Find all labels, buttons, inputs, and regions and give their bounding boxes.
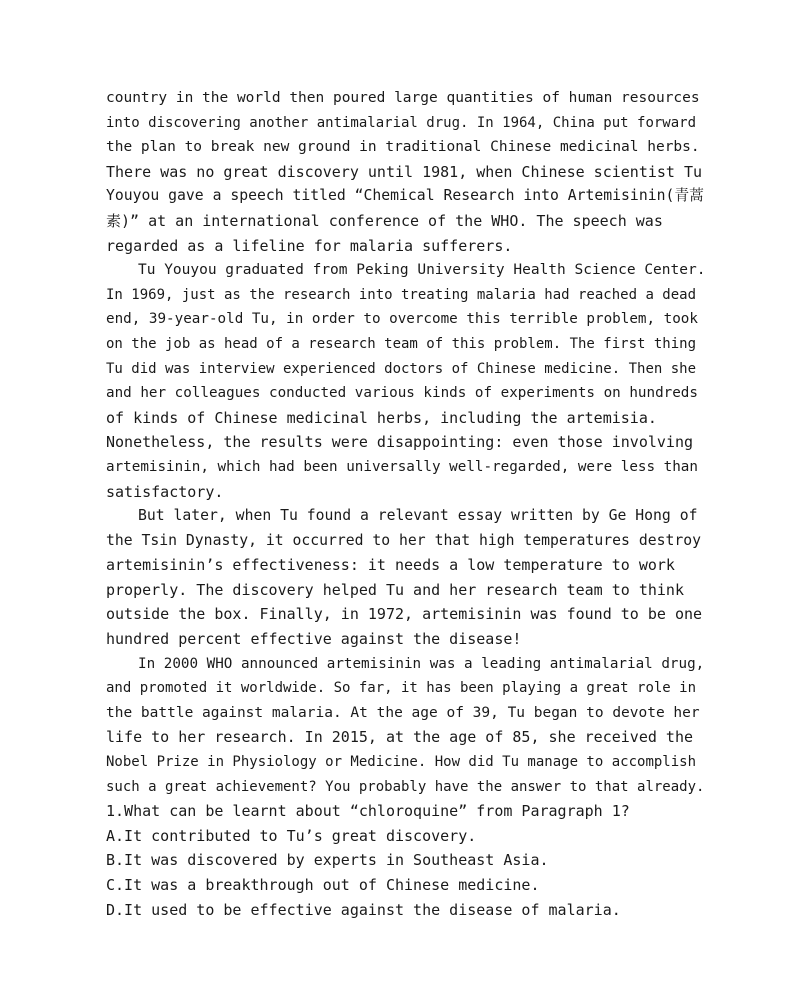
question-1 (106, 799, 706, 922)
text-line: satisfactory. (106, 482, 224, 501)
text-line: outside the box. Finally, in 1972, artemisinin was found to be one (106, 605, 703, 624)
text-line: Tu did was interview experienced doctors of Chinese medicine. Then she (106, 360, 697, 377)
paragraph-3 (106, 504, 706, 652)
text-line: and promoted it worldwide. So far, it has been playing a great role in (106, 680, 697, 697)
text-line: artemisinin’s effectiveness: it needs a low temperature to work (106, 556, 675, 575)
text-line: on the job as head of a research team of this problem. The first thing (106, 335, 697, 352)
text-line: and her colleagues conducted various kinds of experiments on hundreds (106, 385, 698, 402)
text-line: In 1969, just as the research into treating malaria had reached a dead (106, 286, 697, 303)
text-line: the battle against malaria. At the age of 39, Tu began to devote her (106, 704, 700, 721)
text-line: of kinds of Chinese medicinal herbs, including the artemisia. (106, 408, 657, 427)
text-line: into discovering another antimalarial drug. In 1964, China put forward (106, 114, 697, 131)
text-line: But later, when Tu found a relevant essay written by Ge Hong of (138, 507, 698, 525)
text-line: Nobel Prize in Physiology or Medicine. How did Tu manage to accomplish (106, 754, 697, 771)
text-line: regarded as a lifeline for malaria sufferers. (106, 236, 513, 255)
text-line: properly. The discovery helped Tu and her research team to think (106, 580, 684, 599)
option-c: C.It was a breakthrough out of Chinese medicine. (106, 876, 540, 894)
text-line: There was no great discovery until 1981, when Chinese scientist Tu (106, 162, 703, 181)
text-line: In 2000 WHO announced artemisinin was a leading antimalarial drug, (138, 655, 705, 672)
question-stem: 1.What can be learnt about “chloroquine” from Paragraph 1? (106, 802, 630, 821)
reading-passage (106, 86, 706, 922)
text-line: country in the world then poured large quantities of human resources (106, 90, 700, 106)
option-b: B.It was discovered by experts in Southeast Asia. (106, 851, 549, 870)
text-line: artemisinin, which had been universally well-regarded, were less than (106, 458, 698, 475)
text-line: 素)” at an international conference of the WHO. The speech was (106, 211, 663, 230)
text-line: Youyou gave a speech titled “Chemical Research into Artemisinin(青蒿 (106, 187, 704, 205)
text-line: Nonetheless, the results were disappointing: even those involving (106, 433, 693, 452)
text-line: the plan to break new ground in traditional Chinese medicinal herbs. (106, 139, 700, 156)
paragraph-1 (106, 86, 706, 258)
paragraph-4 (106, 652, 706, 800)
paragraph-2 (106, 258, 706, 504)
text-line: life to her research. In 2015, at the age of 85, she received the (106, 728, 693, 747)
option-a: A.It contributed to Tu’s great discovery. (106, 826, 477, 845)
text-line: such a great achievement? You probably have the answer to that already. (106, 778, 705, 795)
text-line: end, 39-year-old Tu, in order to overcome this terrible problem, took (106, 311, 698, 328)
text-line: Tu Youyou graduated from Peking University Health Science Center. (138, 262, 706, 279)
text-line: the Tsin Dynasty, it occurred to her that high temperatures destroy (106, 531, 701, 549)
option-d: D.It used to be effective against the disease of malaria. (106, 900, 621, 919)
text-line: hundred percent effective against the disease! (106, 630, 522, 649)
